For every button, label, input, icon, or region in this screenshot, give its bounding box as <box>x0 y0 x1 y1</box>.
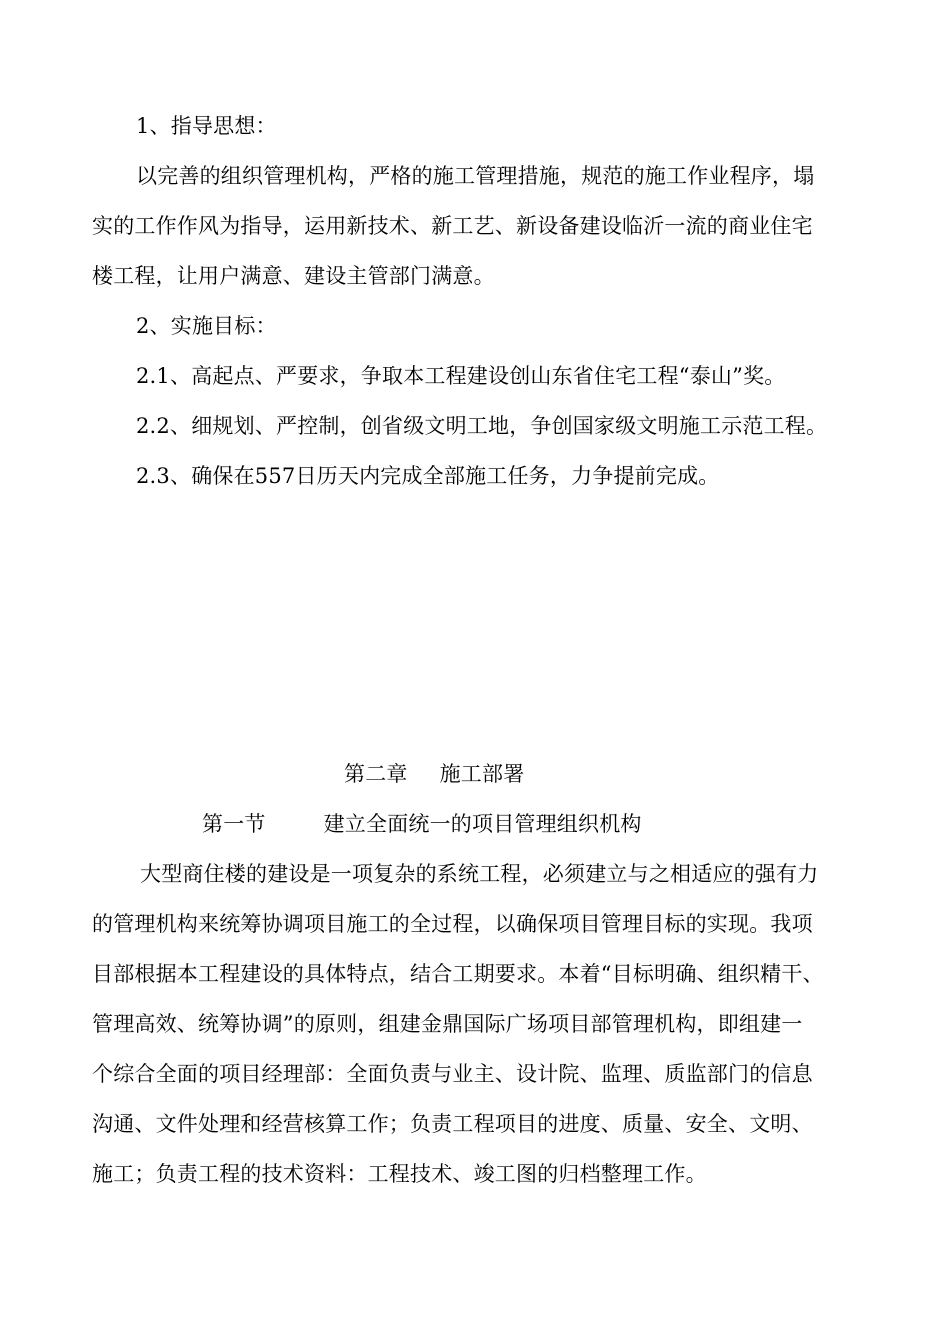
heading-guiding-thought: 1、指导思想： <box>136 114 277 138</box>
body-line: 管理高效、统筹协调”的原则，组建金鼎国际广场项目部管理机构，即组建一 <box>92 1012 803 1036</box>
chapter-heading <box>344 760 524 788</box>
section-title: 建立全面统一的项目管理组织机构 <box>323 812 642 836</box>
body-line: 施工；负责工程的技术资料：工程技术、竣工图的归档整理工作。 <box>92 1162 707 1186</box>
paragraph-line: 楼工程，让用户满意、建设主管部门满意。 <box>92 264 495 288</box>
goal-item: 2.1、高起点、严要求，争取本工程建设创山东省住宅工程“泰山”奖。 <box>136 364 786 388</box>
paragraph-line: 以完善的组织管理机构，严格的施工管理措施，规范的施工作业程序，塌 <box>136 164 815 188</box>
goal-item: 2.3、确保在557日历天内完成全部施工任务，力争提前完成。 <box>136 464 720 488</box>
body-line: 沟通、文件处理和经营核算工作；负责工程项目的进度、质量、安全、文明、 <box>92 1112 813 1136</box>
goal-item: 2.2、细规划、严控制，创省级文明工地，争创国家级文明施工示范工程。 <box>136 414 828 438</box>
section-number: 第一节 <box>202 812 266 836</box>
chapter-number: 第二章 <box>344 762 408 786</box>
body-line: 大型商住楼的建设是一项复杂的系统工程，必须建立与之相适应的强有力 <box>140 862 819 886</box>
heading-implementation-goals: 2、实施目标： <box>136 314 277 338</box>
body-line: 目部根据本工程建设的具体特点，结合工期要求。本着“目标明确、组织精干、 <box>92 962 824 986</box>
chapter-title: 施工部署 <box>439 762 525 786</box>
section-heading <box>202 810 642 838</box>
body-line: 个综合全面的项目经理部：全面负责与业主、设计院、监理、质监部门的信息 <box>92 1062 813 1086</box>
body-line: 的管理机构来统筹协调项目施工的全过程，以确保项目管理目标的实现。我项 <box>92 912 813 936</box>
paragraph-line: 实的工作作风为指导，运用新技术、新工艺、新设备建设临沂一流的商业住宅 <box>92 214 813 238</box>
